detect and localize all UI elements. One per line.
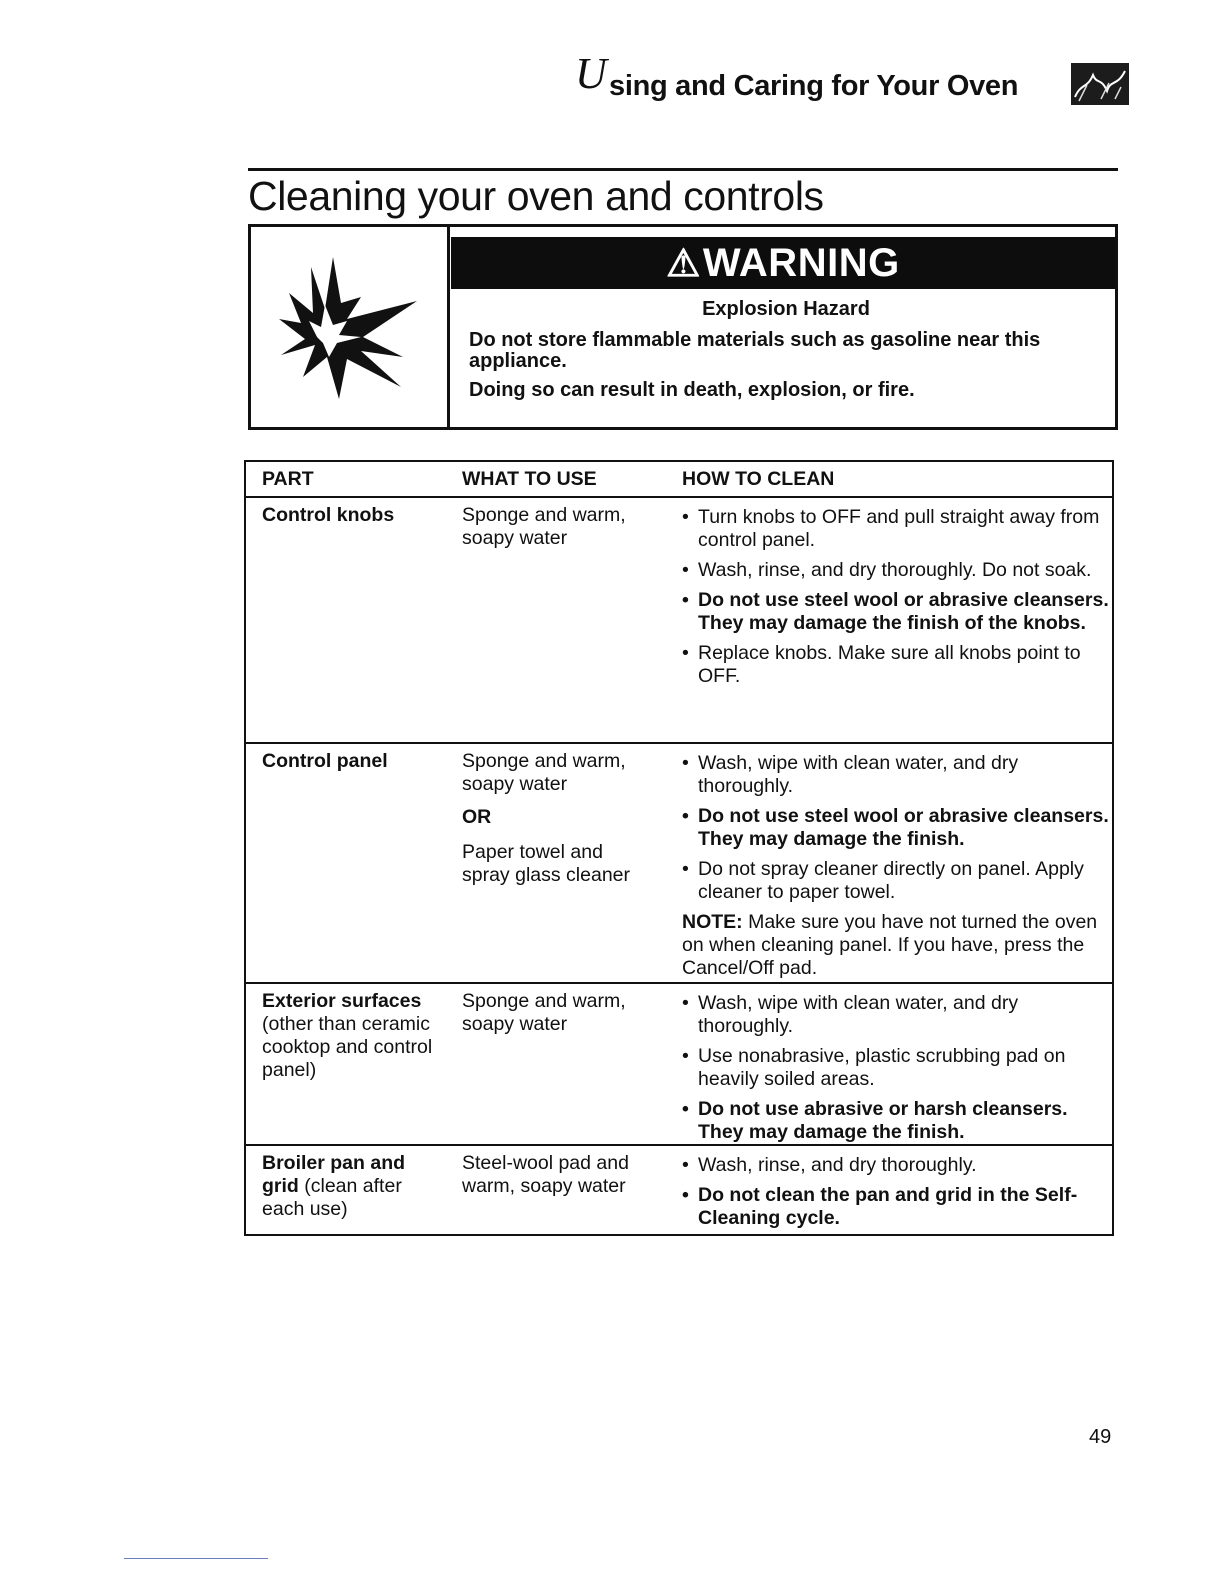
how-list [682,506,1112,695]
how-item: • Wash, rinse, and dry thoroughly. Do not soak. [682,559,1112,582]
warning-line: Doing so can result in death, explosion, or fire. [469,379,915,401]
how-item: • Do not clean the pan and grid in the Self-Cleaning cycle. [682,1184,1112,1230]
warning-body [469,299,1103,409]
note-label: NOTE: [682,911,743,933]
how-cell [682,752,1112,980]
how-list [682,992,1112,1151]
table-header-row [246,462,1112,498]
how-item: • Replace knobs. Make sure all knobs point to OFF. [682,642,1112,688]
how-item: • Wash, rinse, and dry thoroughly. [682,1154,1112,1177]
how-item: • Do not spray cleaner directly on panel. Apply cleaner to paper towel. [682,858,1112,904]
note-text [682,911,1112,980]
part-cell: Control knobs [262,504,395,526]
part-extra: (clean after each use) [262,1175,402,1220]
warning-triangle-icon: ⚠ [666,243,701,285]
hazard-title: Explosion Hazard [702,298,870,320]
how-item: • Use nonabrasive, plastic scrubbing pad on heavily soiled areas. [682,1045,1112,1091]
what-alternative: Paper towel and spray glass cleaner [462,841,630,886]
explosion-icon [251,227,450,427]
cleaning-table [244,460,1114,1236]
how-list [682,752,1112,904]
how-item: • Do not use abrasive or harsh cleansers. They may damage the finish. [682,1098,1112,1144]
table-row [246,1146,1112,1234]
part-name: Broiler pan and grid [262,1152,406,1197]
what-cell [462,750,642,887]
header-initial: U [575,49,607,98]
header-part: PART [262,468,314,490]
what-cell: Sponge and warm, soapy water [462,504,626,549]
how-list [682,1154,1112,1237]
warning-line: Do not store flammable materials such as gasoline near this appliance. [469,329,1041,372]
what-cell: Steel-wool pad and warm, soapy water [462,1152,629,1197]
what-cell: Sponge and warm, soapy water [462,990,626,1035]
running-header [575,49,1175,112]
how-item: • Turn knobs to OFF and pull straight away from control panel. [682,506,1112,552]
warning-banner [451,237,1115,289]
what-or: OR [462,806,492,828]
how-item: • Do not use steel wool or abrasive cleansers. They may damage the finish of the knobs. [682,589,1112,635]
header-text: sing and Caring for Your Oven [609,70,1019,102]
part-name: Exterior surfaces [262,990,422,1012]
table-row [246,744,1112,982]
part-cell [262,1152,432,1221]
title-rule [248,168,1118,171]
how-item: • Do not use steel wool or abrasive cleansers. They may damage the finish. [682,805,1112,851]
warning-box [248,224,1118,430]
warning-banner-text: WARNING [702,241,900,285]
how-item: • Wash, wipe with clean water, and dry thoroughly. [682,992,1112,1038]
footer-rule [124,1558,268,1559]
part-extra: (other than ceramic cooktop and control panel) [262,1013,433,1081]
how-item: • Wash, wipe with clean water, and dry thoroughly. [682,752,1112,798]
table-row [246,984,1112,1144]
part-cell [262,990,447,1082]
what-primary: Sponge and warm, soapy water [462,750,626,795]
table-row [246,498,1112,742]
page-number: 49 [1089,1426,1112,1448]
header-how: HOW TO CLEAN [682,468,835,490]
note-body: Make sure you have not turned the oven on when cleaning panel. If you have, press the Cancel/Off pad. [682,911,1098,979]
decorative-logo-icon [1071,63,1129,105]
page-title: Cleaning your oven and controls [248,173,824,219]
part-cell: Control panel [262,750,388,772]
header-what: WHAT TO USE [462,468,597,490]
